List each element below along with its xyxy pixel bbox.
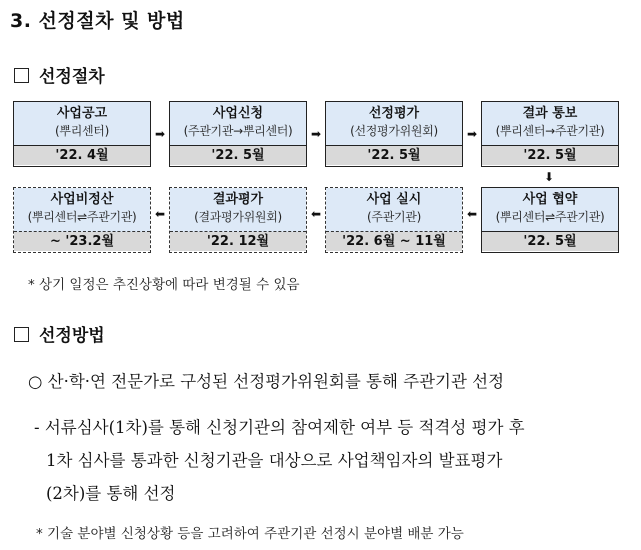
section-title-text: 선정방법 [39, 326, 105, 346]
step-date: '22. 5월 [482, 146, 618, 165]
step-subtitle: (뿌리센터) [55, 124, 109, 138]
process-step-evaluation [325, 101, 463, 167]
step-date: '22. 5월 [482, 232, 618, 251]
process-step-application [169, 101, 307, 167]
process-step-agreement [481, 187, 619, 253]
step-date: '22. 12월 [170, 232, 306, 251]
section-title-method [14, 321, 105, 346]
section-title-text: 선정절차 [39, 67, 105, 87]
step-date: '22. 4월 [14, 146, 150, 165]
step-title: 결과 통보 [522, 106, 578, 121]
arrow-left-icon: ⬅ [155, 207, 166, 221]
method-dash-item-line3: (2차)를 통해 선정 [46, 484, 176, 503]
process-step-notification [481, 101, 619, 167]
method-dash-item-line1: - 서류심사(1차)를 통해 신청기관의 참여제한 여부 등 적격성 평가 후 [34, 418, 525, 437]
step-date: '22. 5월 [170, 146, 306, 165]
step-title: 사업비정산 [50, 192, 114, 207]
checkbox-square-icon [14, 68, 29, 83]
method-dash-item-line2: 1차 심사를 통과한 신청기관을 대상으로 사업책임자의 발표평가 [46, 451, 503, 470]
step-date: '22. 6월 ~ 11월 [326, 232, 462, 251]
step-title: 선정평가 [368, 106, 420, 121]
arrow-right-icon: ➡ [467, 127, 478, 141]
step-subtitle: (뿌리센터⇌주관기관) [495, 210, 605, 224]
arrow-right-icon: ➡ [155, 127, 166, 141]
allocation-note: * 기술 분야별 신청상황 등을 고려하여 주관기관 선정시 분야별 배분 가능 [36, 526, 464, 542]
step-subtitle: (뿌리센터→주관기관) [495, 124, 605, 138]
process-step-settlement [13, 187, 151, 253]
process-step-result-evaluation [169, 187, 307, 253]
process-step-announcement [13, 101, 151, 167]
arrow-down-icon: ⬇ [544, 170, 555, 184]
step-title: 사업 실시 [366, 192, 422, 207]
checkbox-square-icon [14, 327, 29, 342]
schedule-note: * 상기 일정은 추진상황에 따라 변경될 수 있음 [28, 277, 300, 293]
step-date: '22. 5월 [326, 146, 462, 165]
arrow-left-icon: ⬅ [311, 207, 322, 221]
step-subtitle: (결과평가위원회) [194, 210, 282, 224]
step-title: 결과평가 [212, 192, 264, 207]
step-title: 사업 협약 [522, 192, 578, 207]
page-heading: 3. 선정절차 및 방법 [10, 10, 185, 32]
method-bullet-main: ○ 산·학·연 전문가로 구성된 선정평가위원회를 통해 주관기관 선정 [28, 372, 505, 391]
step-subtitle: (주관기관) [367, 210, 421, 224]
step-title: 사업신청 [212, 106, 264, 121]
process-step-execution [325, 187, 463, 253]
step-subtitle: (선정평가위원회) [350, 124, 438, 138]
step-title: 사업공고 [56, 106, 108, 121]
step-date: ~ '23.2월 [14, 232, 150, 251]
arrow-right-icon: ➡ [311, 127, 322, 141]
section-title-procedure [14, 62, 105, 87]
arrow-left-icon: ⬅ [467, 207, 478, 221]
step-subtitle: (뿌리센터⇌주관기관) [27, 210, 137, 224]
step-subtitle: (주관기관→뿌리센터) [183, 124, 293, 138]
